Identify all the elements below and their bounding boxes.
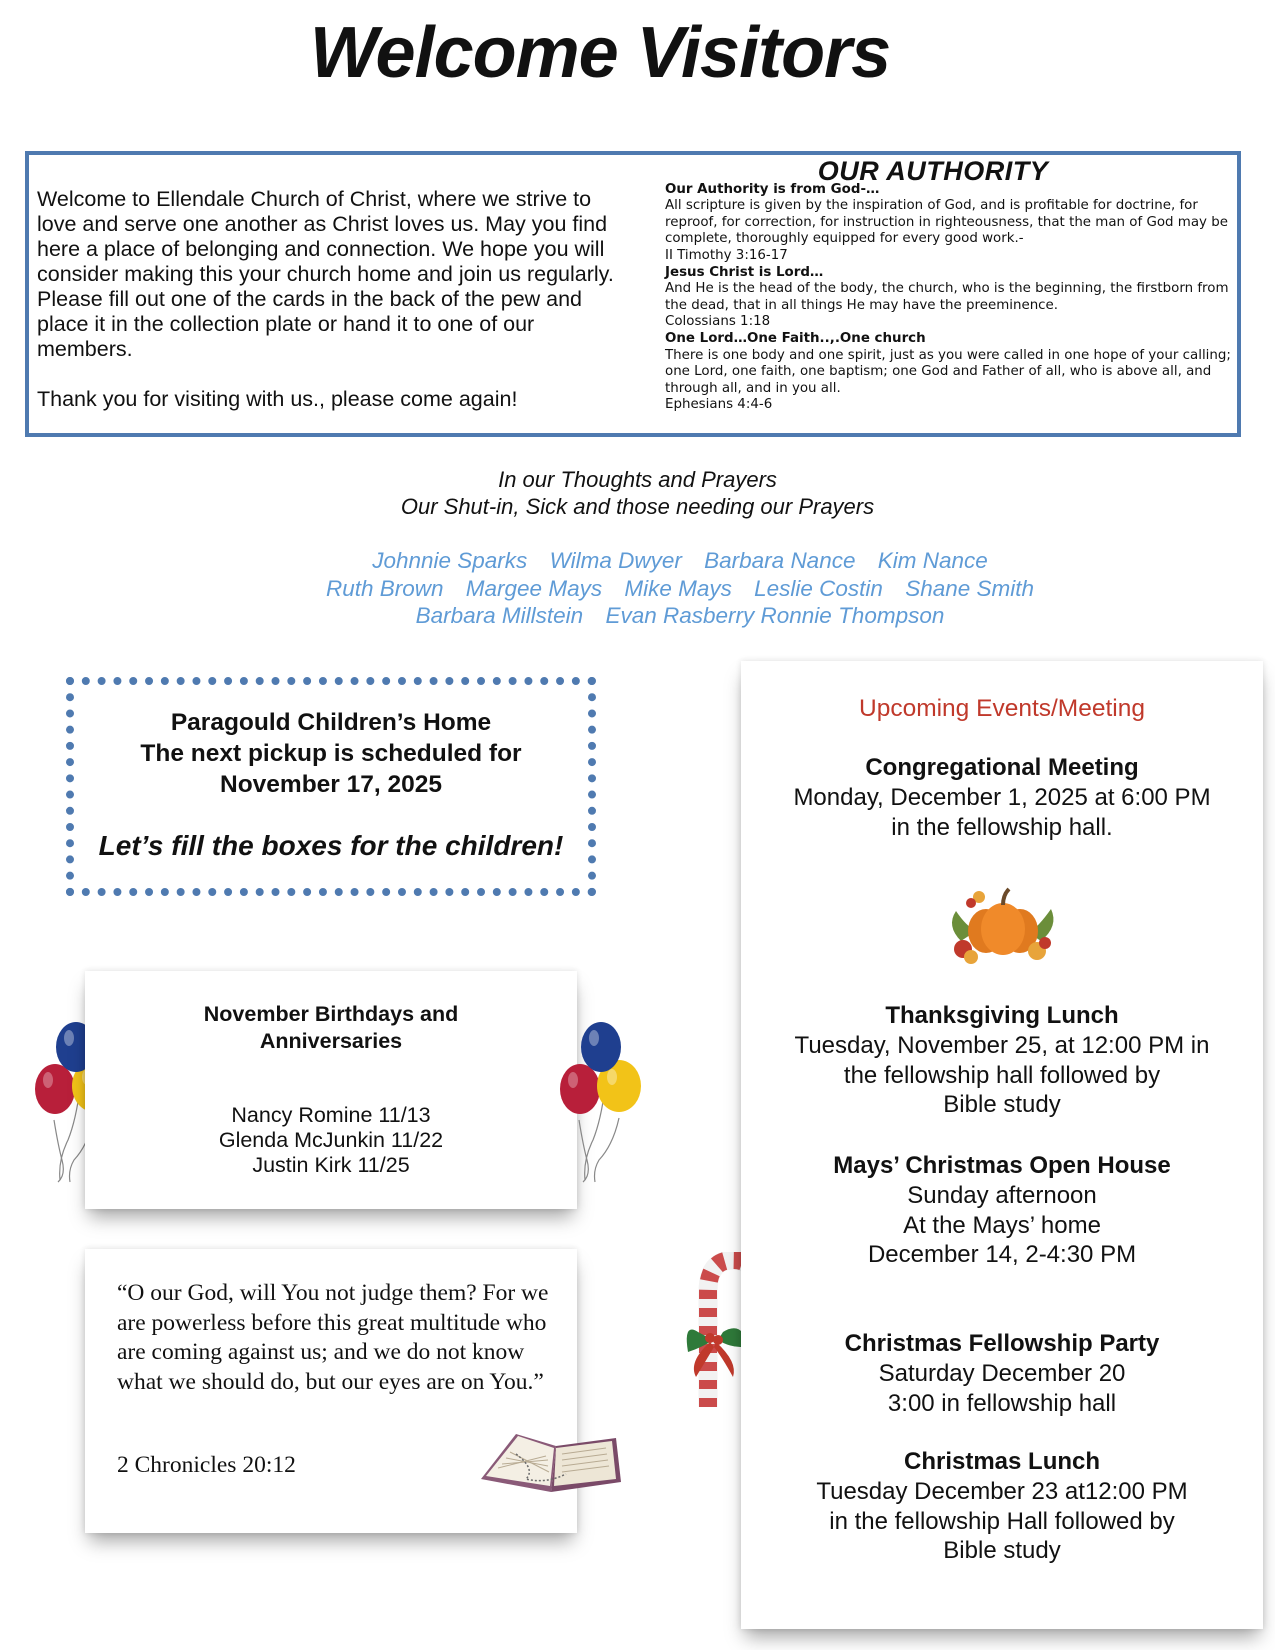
event-line: 3:00 in fellowship hall bbox=[887, 1389, 1117, 1417]
authority-section-title: Jesus Christ is Lord… bbox=[665, 264, 824, 280]
authority-heading: OUR AUTHORITY bbox=[817, 156, 1049, 186]
birthdays-title bbox=[85, 1001, 577, 1055]
prayer-name: Shane Smith bbox=[905, 575, 1035, 601]
upcoming-events-card bbox=[741, 661, 1263, 1629]
prayer-name: Kim Nance bbox=[877, 548, 988, 573]
welcome-message bbox=[37, 187, 627, 437]
authority-section-body: All scripture is given by the inspiration of God, and is profitable for doctrine, for reproof, for correction, for instruction in righteousness, that the man of God may be complete, thoroughly equipped for every good work.- bbox=[665, 198, 1228, 247]
event-item bbox=[741, 1329, 1263, 1418]
prayer-names-row bbox=[0, 602, 1275, 630]
event-line: December 14, 2-4:30 PM bbox=[867, 1241, 1137, 1268]
prayers-line: In our Thoughts and Prayers bbox=[498, 467, 777, 492]
prayers-line: Our Shut-in, Sick and those needing our Prayers bbox=[400, 494, 875, 519]
event-title: Congregational Meeting bbox=[865, 754, 1139, 781]
event-line: At the Mays’ home bbox=[903, 1211, 1101, 1239]
event-line: in the fellowship Hall followed by bbox=[829, 1507, 1175, 1535]
page-title: Welcome Visitors bbox=[309, 13, 891, 93]
authority-section-ref: II Timothy 3:16-17 bbox=[665, 247, 788, 263]
event-title: Christmas Fellowship Party bbox=[844, 1330, 1160, 1357]
prayer-names-row bbox=[0, 547, 1275, 575]
event-line: Monday, December 1, 2025 at 6:00 PM bbox=[793, 784, 1211, 811]
prayers-heading bbox=[0, 466, 1275, 520]
childrens-home-notice bbox=[66, 677, 596, 896]
prayer-name: Leslie Costin bbox=[754, 575, 883, 601]
event-title: Thanksgiving Lunch bbox=[885, 1002, 1119, 1029]
authority-section-title: One Lord…One Faith..,.One church bbox=[665, 330, 926, 346]
authority-column bbox=[665, 156, 1235, 414]
prayer-name: Barbara Nance bbox=[704, 548, 856, 573]
authority-section-ref: Colossians 1:18 bbox=[665, 314, 771, 330]
event-line: Tuesday December 23 at12:00 PM bbox=[816, 1478, 1188, 1505]
prayer-name: Barbara Millstein bbox=[415, 603, 584, 628]
pickup-date: November 17, 2025 bbox=[220, 771, 442, 798]
pickup-slogan: Let’s fill the boxes for the children! bbox=[98, 830, 564, 861]
balloons-icon bbox=[553, 1010, 647, 1185]
event-line: Bible study bbox=[943, 1537, 1061, 1564]
prayer-names-row bbox=[0, 575, 1275, 603]
prayer-name: Wilma Dwyer bbox=[549, 548, 682, 573]
prayer-names bbox=[0, 547, 1275, 630]
birthday-entry: Glenda McJunkin 11/22 bbox=[218, 1128, 444, 1152]
event-line: Bible study bbox=[943, 1091, 1061, 1118]
birthdays-card bbox=[85, 971, 577, 1209]
pumpkin-icon bbox=[941, 871, 1065, 971]
authority-section-ref: Ephesians 4:4-6 bbox=[665, 397, 773, 413]
prayer-name: Mike Mays bbox=[624, 575, 732, 601]
event-line: Tuesday, November 25, at 12:00 PM in bbox=[794, 1032, 1210, 1059]
birthday-entry: Nancy Romine 11/13 bbox=[231, 1103, 431, 1127]
authority-section-body: There is one body and one spirit, just as you were called in one hope of your calling; one Lord, one faith, one baptism; one God and Father of all, who is above all, and through all, and in you all. bbox=[665, 347, 1231, 396]
welcome-thanks: Thank you for visiting with us., please come again! bbox=[37, 387, 518, 411]
event-title: Christmas Lunch bbox=[903, 1448, 1101, 1475]
prayer-name: Evan Rasberry Ronnie Thompson bbox=[605, 603, 945, 628]
event-item bbox=[741, 753, 1263, 842]
verse-reference: 2 Chronicles 20:12 bbox=[117, 1452, 296, 1478]
events-heading: Upcoming Events/Meeting bbox=[859, 695, 1145, 722]
verse-text: “O our God, will You not judge them? For we are powerless before this great multitude who are coming against us; and we do not know what we should do, but our eyes are on You.” bbox=[117, 1280, 549, 1395]
birthdays-title-line: Anniversaries bbox=[259, 1029, 403, 1053]
authority-section-body: And He is the head of the body, the church, who is the beginning, the firstborn from the dead, that in all things He may have the preeminence. bbox=[665, 281, 1229, 313]
event-item bbox=[741, 1151, 1263, 1270]
birthday-entry: Justin Kirk 11/25 bbox=[252, 1153, 410, 1177]
welcome-paragraph: Welcome to Ellendale Church of Christ, where we strive to love and serve one another as Christ loves us. May you find here a place of belonging and connection. We hope you will consider making this your church home and join us regularly. Please fill out one of the cards in the back of the pew and place it in the collection plate or hand it to one of our members. bbox=[37, 187, 614, 361]
birthdays-list bbox=[85, 1103, 577, 1178]
birthdays-title-line: November Birthdays and bbox=[203, 1002, 459, 1026]
prayer-name: Ruth Brown bbox=[325, 575, 444, 601]
event-line: the fellowship hall followed by bbox=[843, 1061, 1161, 1089]
event-line: in the fellowship hall. bbox=[891, 813, 1113, 841]
prayer-name: Johnnie Sparks bbox=[372, 548, 528, 573]
open-bible-icon bbox=[476, 1424, 626, 1494]
event-line: Saturday December 20 bbox=[878, 1360, 1126, 1387]
event-line: Sunday afternoon bbox=[907, 1182, 1097, 1209]
pickup-line: The next pickup is scheduled for bbox=[140, 740, 522, 767]
pickup-line: Paragould Children’s Home bbox=[170, 709, 492, 736]
authority-section-title: Our Authority is from God-… bbox=[665, 181, 880, 197]
event-title: Mays’ Christmas Open House bbox=[833, 1152, 1171, 1179]
event-item bbox=[741, 1001, 1263, 1120]
prayer-name: Margee Mays bbox=[465, 575, 603, 601]
event-item bbox=[741, 1447, 1263, 1566]
